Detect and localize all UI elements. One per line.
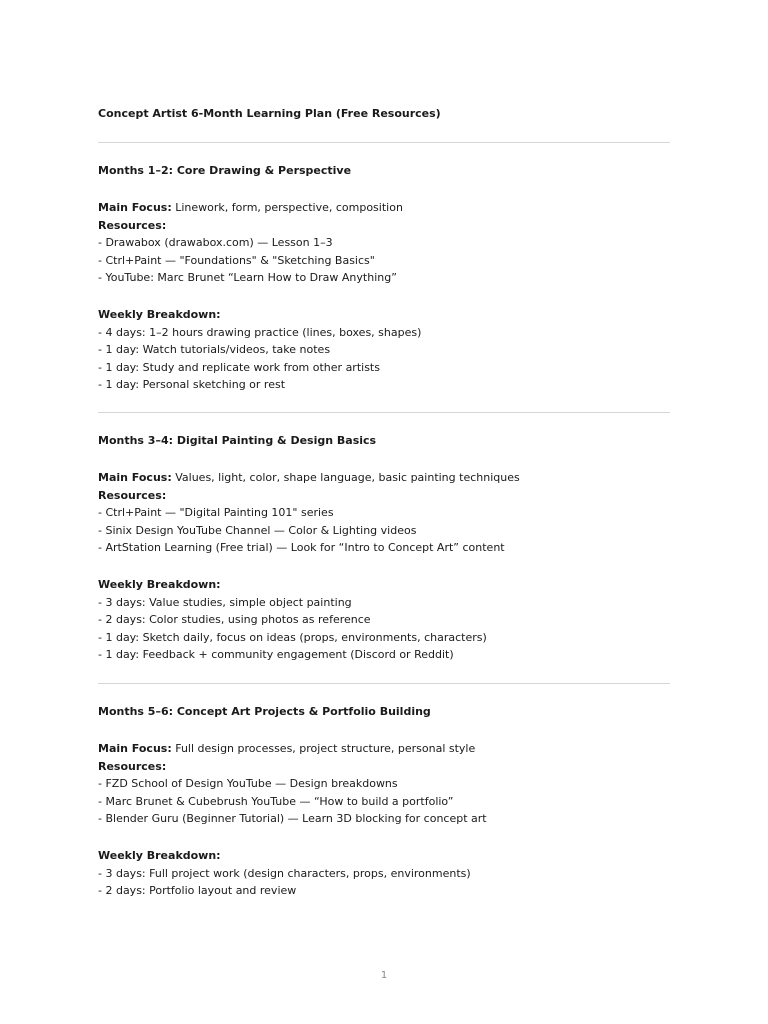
- main-focus-label: Main Focus:: [98, 201, 172, 214]
- section-title: Months 3–4: Digital Painting & Design Basics: [98, 434, 377, 447]
- section-title: Months 5–6: Concept Art Projects & Portfolio Building: [98, 705, 431, 718]
- list-item: - 2 days: Portfolio layout and review: [98, 884, 297, 898]
- list-item: - Marc Brunet & Cubebrush YouTube — “How to build a portfolio”: [98, 794, 454, 808]
- main-focus-text: Full design processes, project structure, personal style: [171, 742, 476, 755]
- list-item: - Ctrl+Paint — "Foundations" & "Sketching Basics": [98, 253, 375, 267]
- list-item: - 1 day: Sketch daily, focus on ideas (props, environments, characters): [98, 630, 487, 644]
- list-item: - 1 day: Study and replicate work from other artists: [98, 360, 380, 374]
- main-focus-label: Main Focus:: [98, 742, 172, 755]
- list-item: - 3 days: Value studies, simple object painting: [98, 595, 352, 609]
- weekly-breakdown-label: Weekly Breakdown:: [98, 848, 221, 862]
- list-item: - 1 day: Personal sketching or rest: [98, 378, 286, 392]
- main-focus: [98, 740, 670, 758]
- list-item: - 1 day: Watch tutorials/videos, take notes: [98, 343, 331, 357]
- list-item: - ArtStation Learning (Free trial) — Look for “Intro to Concept Art” content: [98, 541, 505, 555]
- main-focus-text: Linework, form, perspective, composition: [171, 201, 403, 214]
- list-item: - YouTube: Marc Brunet “Learn How to Draw Anything”: [98, 271, 397, 285]
- section-months-1-2: [98, 163, 670, 394]
- divider: [98, 683, 670, 684]
- weekly-breakdown-label: Weekly Breakdown:: [98, 307, 221, 321]
- main-focus: [98, 199, 670, 217]
- list-item: - Ctrl+Paint — "Digital Painting 101" series: [98, 506, 334, 520]
- document-title: Concept Artist 6-Month Learning Plan (Free Resources): [98, 107, 441, 120]
- resources-label: Resources:: [98, 218, 167, 232]
- divider: [98, 142, 670, 143]
- list-item: - FZD School of Design YouTube — Design breakdowns: [98, 777, 398, 791]
- list-item: - 2 days: Color studies, using photos as reference: [98, 613, 371, 627]
- main-focus: [98, 469, 670, 487]
- resources-label: Resources:: [98, 488, 167, 502]
- section-title: Months 1–2: Core Drawing & Perspective: [98, 164, 352, 177]
- list-item: - 1 day: Feedback + community engagement (Discord or Reddit): [98, 648, 454, 662]
- main-focus-label: Main Focus:: [98, 471, 172, 484]
- list-item: - Blender Guru (Beginner Tutorial) — Learn 3D blocking for concept art: [98, 812, 487, 826]
- resources-label: Resources:: [98, 759, 167, 773]
- section-months-5-6: [98, 704, 670, 900]
- main-focus-text: Values, light, color, shape language, basic painting techniques: [171, 471, 520, 484]
- weekly-breakdown-label: Weekly Breakdown:: [98, 577, 221, 591]
- list-item: - Sinix Design YouTube Channel — Color & Lighting videos: [98, 523, 417, 537]
- section-months-3-4: [98, 433, 670, 664]
- divider: [98, 412, 670, 413]
- list-item: - 4 days: 1–2 hours drawing practice (lines, boxes, shapes): [98, 325, 422, 339]
- list-item: - Drawabox (drawabox.com) — Lesson 1–3: [98, 236, 333, 250]
- page-number: 1: [380, 970, 388, 981]
- list-item: - 3 days: Full project work (design characters, props, environments): [98, 866, 471, 880]
